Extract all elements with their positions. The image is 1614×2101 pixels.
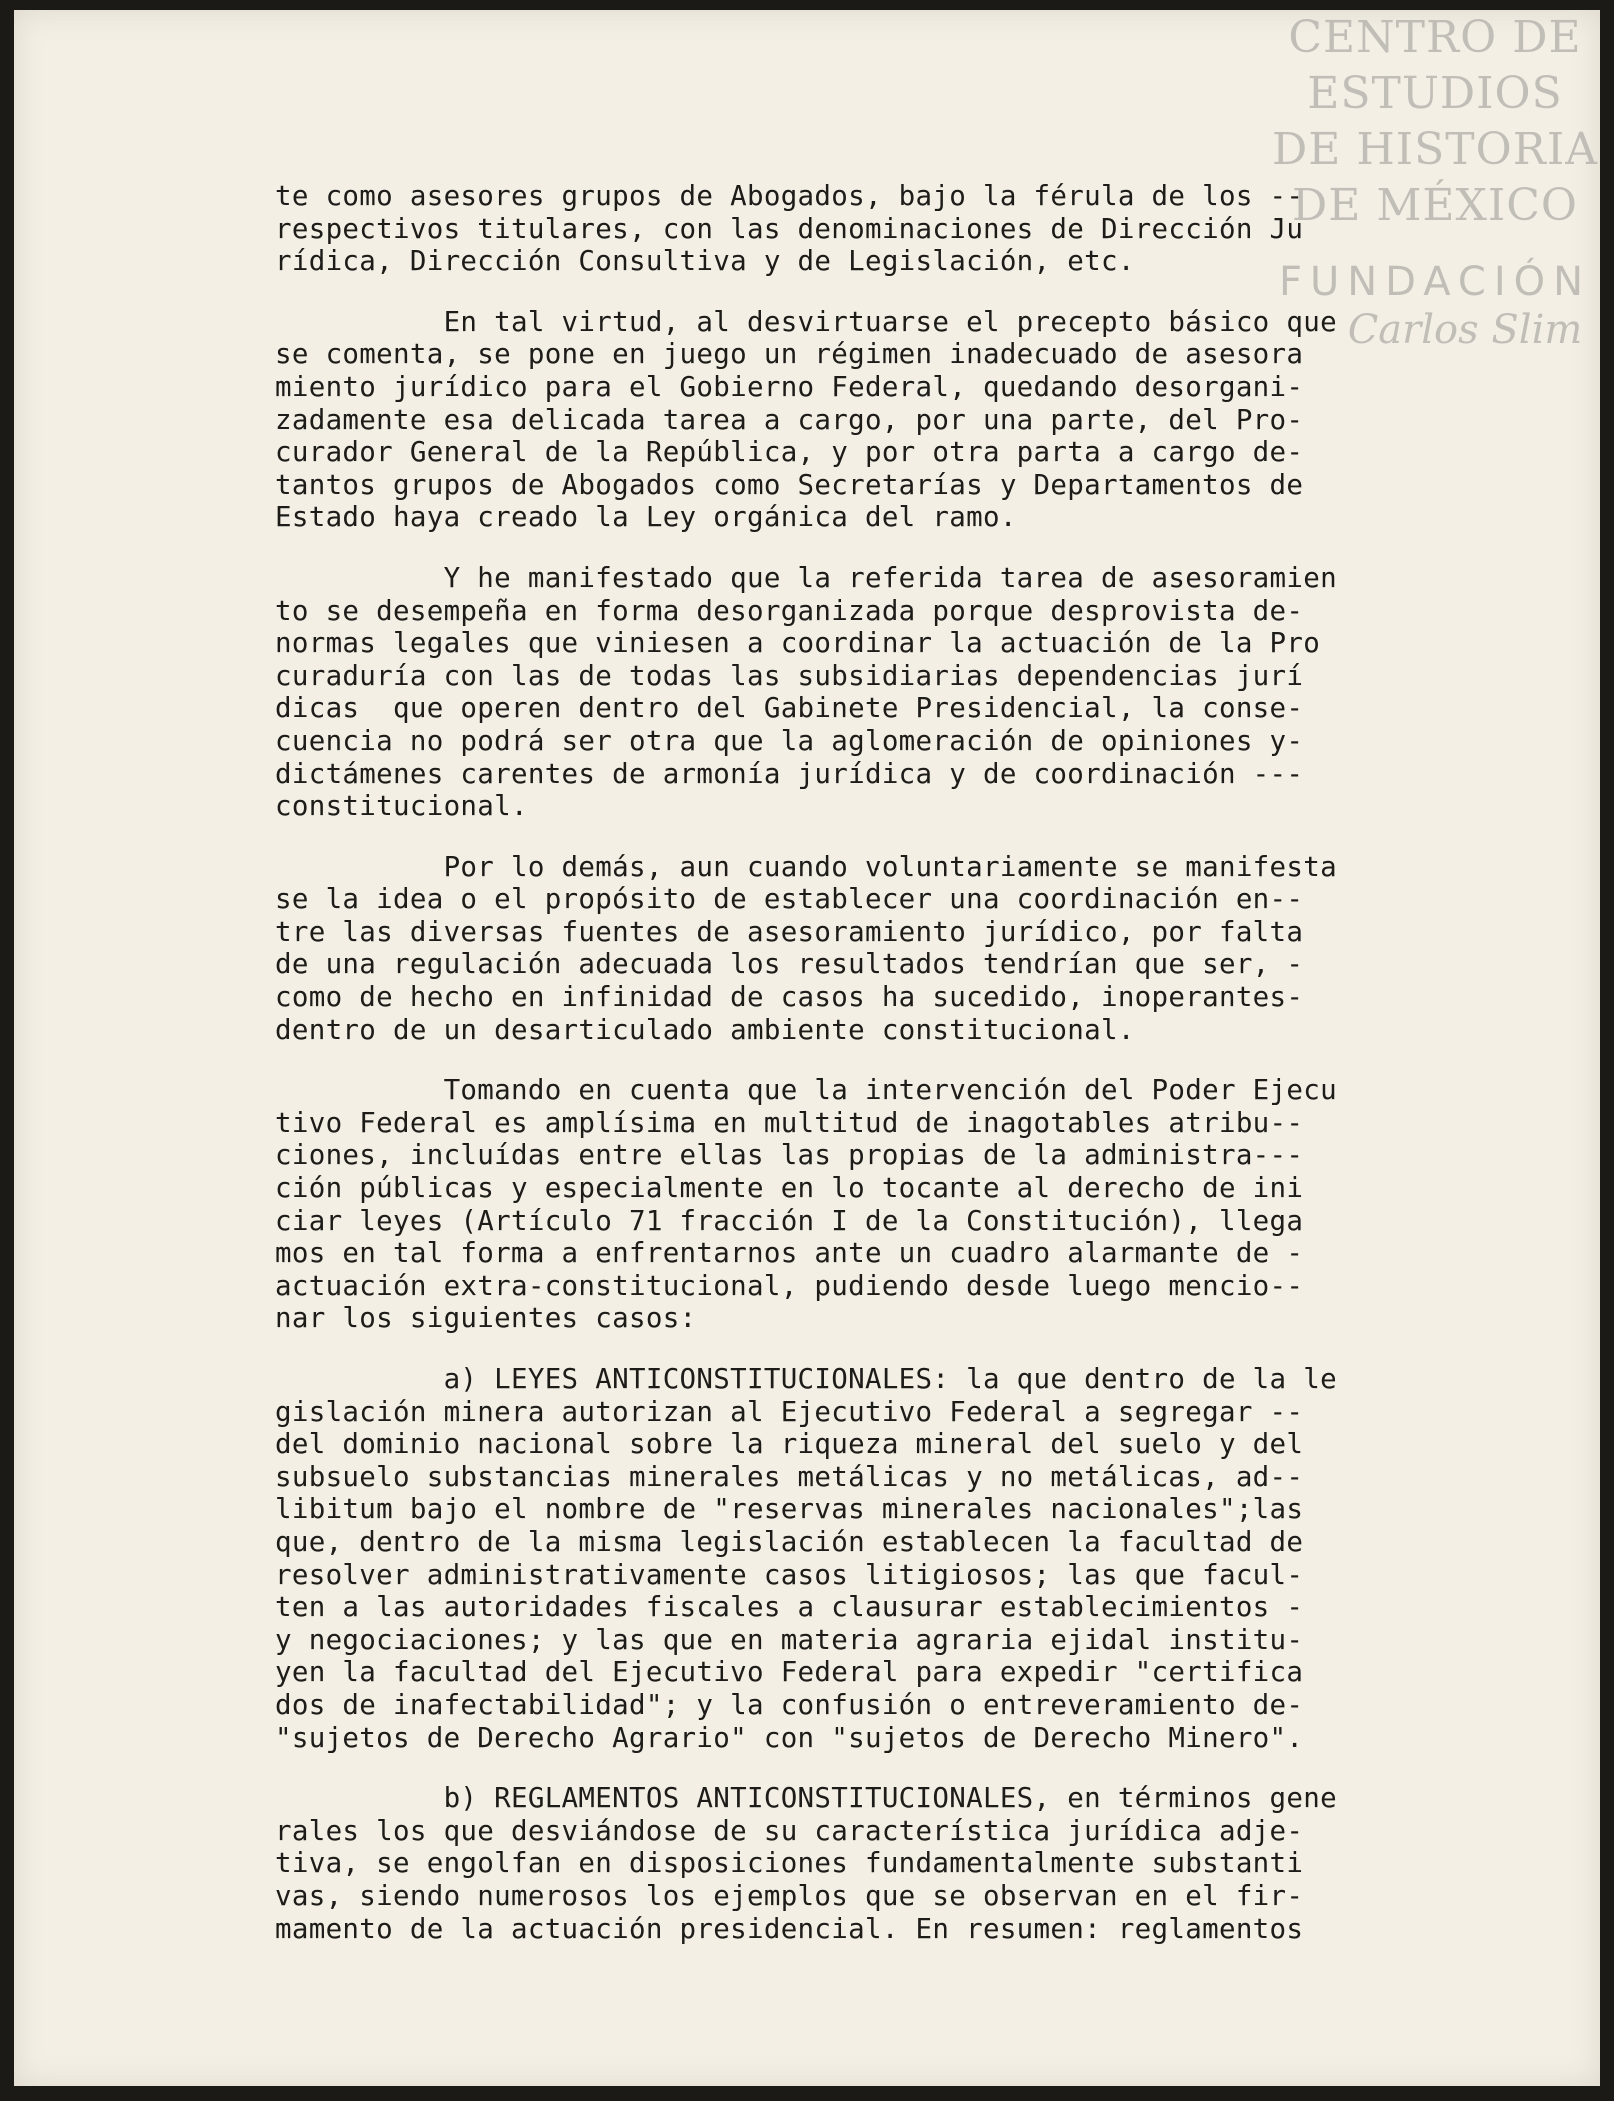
text-line: a) LEYES ANTICONSTITUCIONALES: la que dentro de la le (275, 1363, 1337, 1395)
text-line: tre las diversas fuentes de asesoramiento jurídico, por falta (275, 915, 1304, 948)
paragraph (275, 1074, 1495, 1335)
text-line: se la idea o el propósito de establecer una coordinación en-- (275, 883, 1304, 916)
text-line: se comenta, se pone en juego un régimen inadecuado de asesora (275, 338, 1304, 371)
text-line: libitum bajo el nombre de "reservas minerales nacionales";las (275, 1493, 1304, 1526)
text-line: "sujetos de Derecho Agrario" con "sujetos de Derecho Minero". (275, 1721, 1304, 1754)
text-line: ciones, incluídas entre ellas las propias de la administra--- (275, 1139, 1304, 1172)
text-line: subsuelo substancias minerales metálicas y no metálicas, ad-- (275, 1460, 1304, 1493)
text-line: En tal virtud, al desvirtuarse el precepto básico que (275, 305, 1337, 338)
text-line: Por lo demás, aun cuando voluntariamente se manifesta (275, 850, 1337, 883)
text-line: dos de inafectabilidad"; y la confusión o entreveramiento de- (275, 1688, 1304, 1721)
text-line: tivo Federal es amplísima en multitud de inagotables atribu-- (275, 1106, 1304, 1139)
text-line: ción públicas y especialmente en lo tocante al derecho de ini (275, 1172, 1304, 1205)
paragraph (275, 1782, 1495, 1945)
watermark-line: DE HISTORIA (1272, 124, 1598, 175)
watermark-line: CENTRO DE (1288, 12, 1582, 63)
text-line: Y he manifestado que la referida tarea de asesoramien (275, 561, 1337, 594)
text-line: ten a las autoridades fiscales a clausurar establecimientos - (275, 1591, 1304, 1624)
text-line: resolver administrativamente casos litigiosos; las que facul- (275, 1558, 1304, 1591)
text-line: mos en tal forma a enfrentarnos ante un cuadro alarmante de - (275, 1237, 1304, 1270)
text-line: curaduría con las de todas las subsidiarias dependencias jurí (275, 659, 1304, 692)
watermark-fundacion: FUNDACIÓN (1278, 259, 1592, 305)
paragraph (275, 1363, 1495, 1754)
document-page (14, 10, 1600, 2086)
text-line: rales los que desviándose de su característica jurídica adje- (275, 1814, 1304, 1847)
text-line: tantos grupos de Abogados como Secretarías y Departamentos de (275, 468, 1304, 501)
watermark-signature: Carlos Slim (1347, 307, 1583, 353)
text-line: curador General de la República, y por otra parta a cargo de- (275, 436, 1304, 469)
text-line: respectivos titulares, con las denominaciones de Dirección Ju (275, 212, 1304, 245)
text-line: dicas que operen dentro del Gabinete Presidencial, la conse- (275, 692, 1304, 725)
text-line: del dominio nacional sobre la riqueza mineral del suelo y del (275, 1428, 1304, 1461)
paragraph (275, 306, 1495, 534)
paragraph (275, 562, 1495, 823)
text-line: dentro de un desarticulado ambiente constitucional. (275, 1013, 1135, 1046)
text-line: tiva, se engolfan en disposiciones fundamentalmente substanti (275, 1847, 1304, 1880)
watermark-line: ESTUDIOS (1307, 68, 1563, 119)
paragraph (275, 180, 1495, 278)
text-line: constitucional. (275, 790, 528, 823)
text-line: actuación extra-constitucional, pudiendo desde luego mencio-- (275, 1269, 1304, 1302)
text-line: de una regulación adecuada los resultados tendrían que ser, - (275, 948, 1304, 981)
text-line: como de hecho en infinidad de casos ha sucedido, inoperantes- (275, 981, 1304, 1014)
text-line: vas, siendo numerosos los ejemplos que se observan en el fir- (275, 1879, 1304, 1912)
text-line: cuencia no podrá ser otra que la aglomeración de opiniones y- (275, 724, 1304, 757)
text-line: rídica, Dirección Consultiva y de Legislación, etc. (275, 245, 1135, 278)
paragraph (275, 851, 1495, 1047)
text-line: Estado haya creado la Ley orgánica del ramo. (275, 501, 1017, 534)
text-line: te como asesores grupos de Abogados, bajo la férula de los -- (275, 180, 1304, 212)
text-line: b) REGLAMENTOS ANTICONSTITUCIONALES, en términos gene (275, 1782, 1337, 1815)
text-line: miento jurídico para el Gobierno Federal, quedando desorgani- (275, 370, 1304, 403)
text-line: nar los siguientes casos: (275, 1302, 697, 1335)
text-line: normas legales que viniesen a coordinar la actuación de la Pro (275, 627, 1321, 660)
text-line: to se desempeña en forma desorganizada porque desprovista de- (275, 594, 1304, 627)
text-line: y negociaciones; y las que en materia agraria ejidal institu- (275, 1623, 1304, 1656)
document-body (275, 180, 1495, 1973)
text-line: ciar leyes (Artículo 71 fracción I de la Constitución), llega (275, 1204, 1304, 1237)
watermark-line: DE MÉXICO (1292, 180, 1578, 231)
text-line: zadamente esa delicada tarea a cargo, por una parte, del Pro- (275, 403, 1304, 436)
text-line: dictámenes carentes de armonía jurídica y de coordinación --- (275, 757, 1304, 790)
text-line: Tomando en cuenta que la intervención del Poder Ejecu (275, 1074, 1337, 1107)
text-line: que, dentro de la misma legislación establecen la facultad de (275, 1525, 1304, 1558)
text-line: gislación minera autorizan al Ejecutivo Federal a segregar -- (275, 1395, 1304, 1428)
text-line: mamento de la actuación presidencial. En resumen: reglamentos (275, 1912, 1304, 1945)
text-line: yen la facultad del Ejecutivo Federal para expedir "certifica (275, 1656, 1304, 1689)
